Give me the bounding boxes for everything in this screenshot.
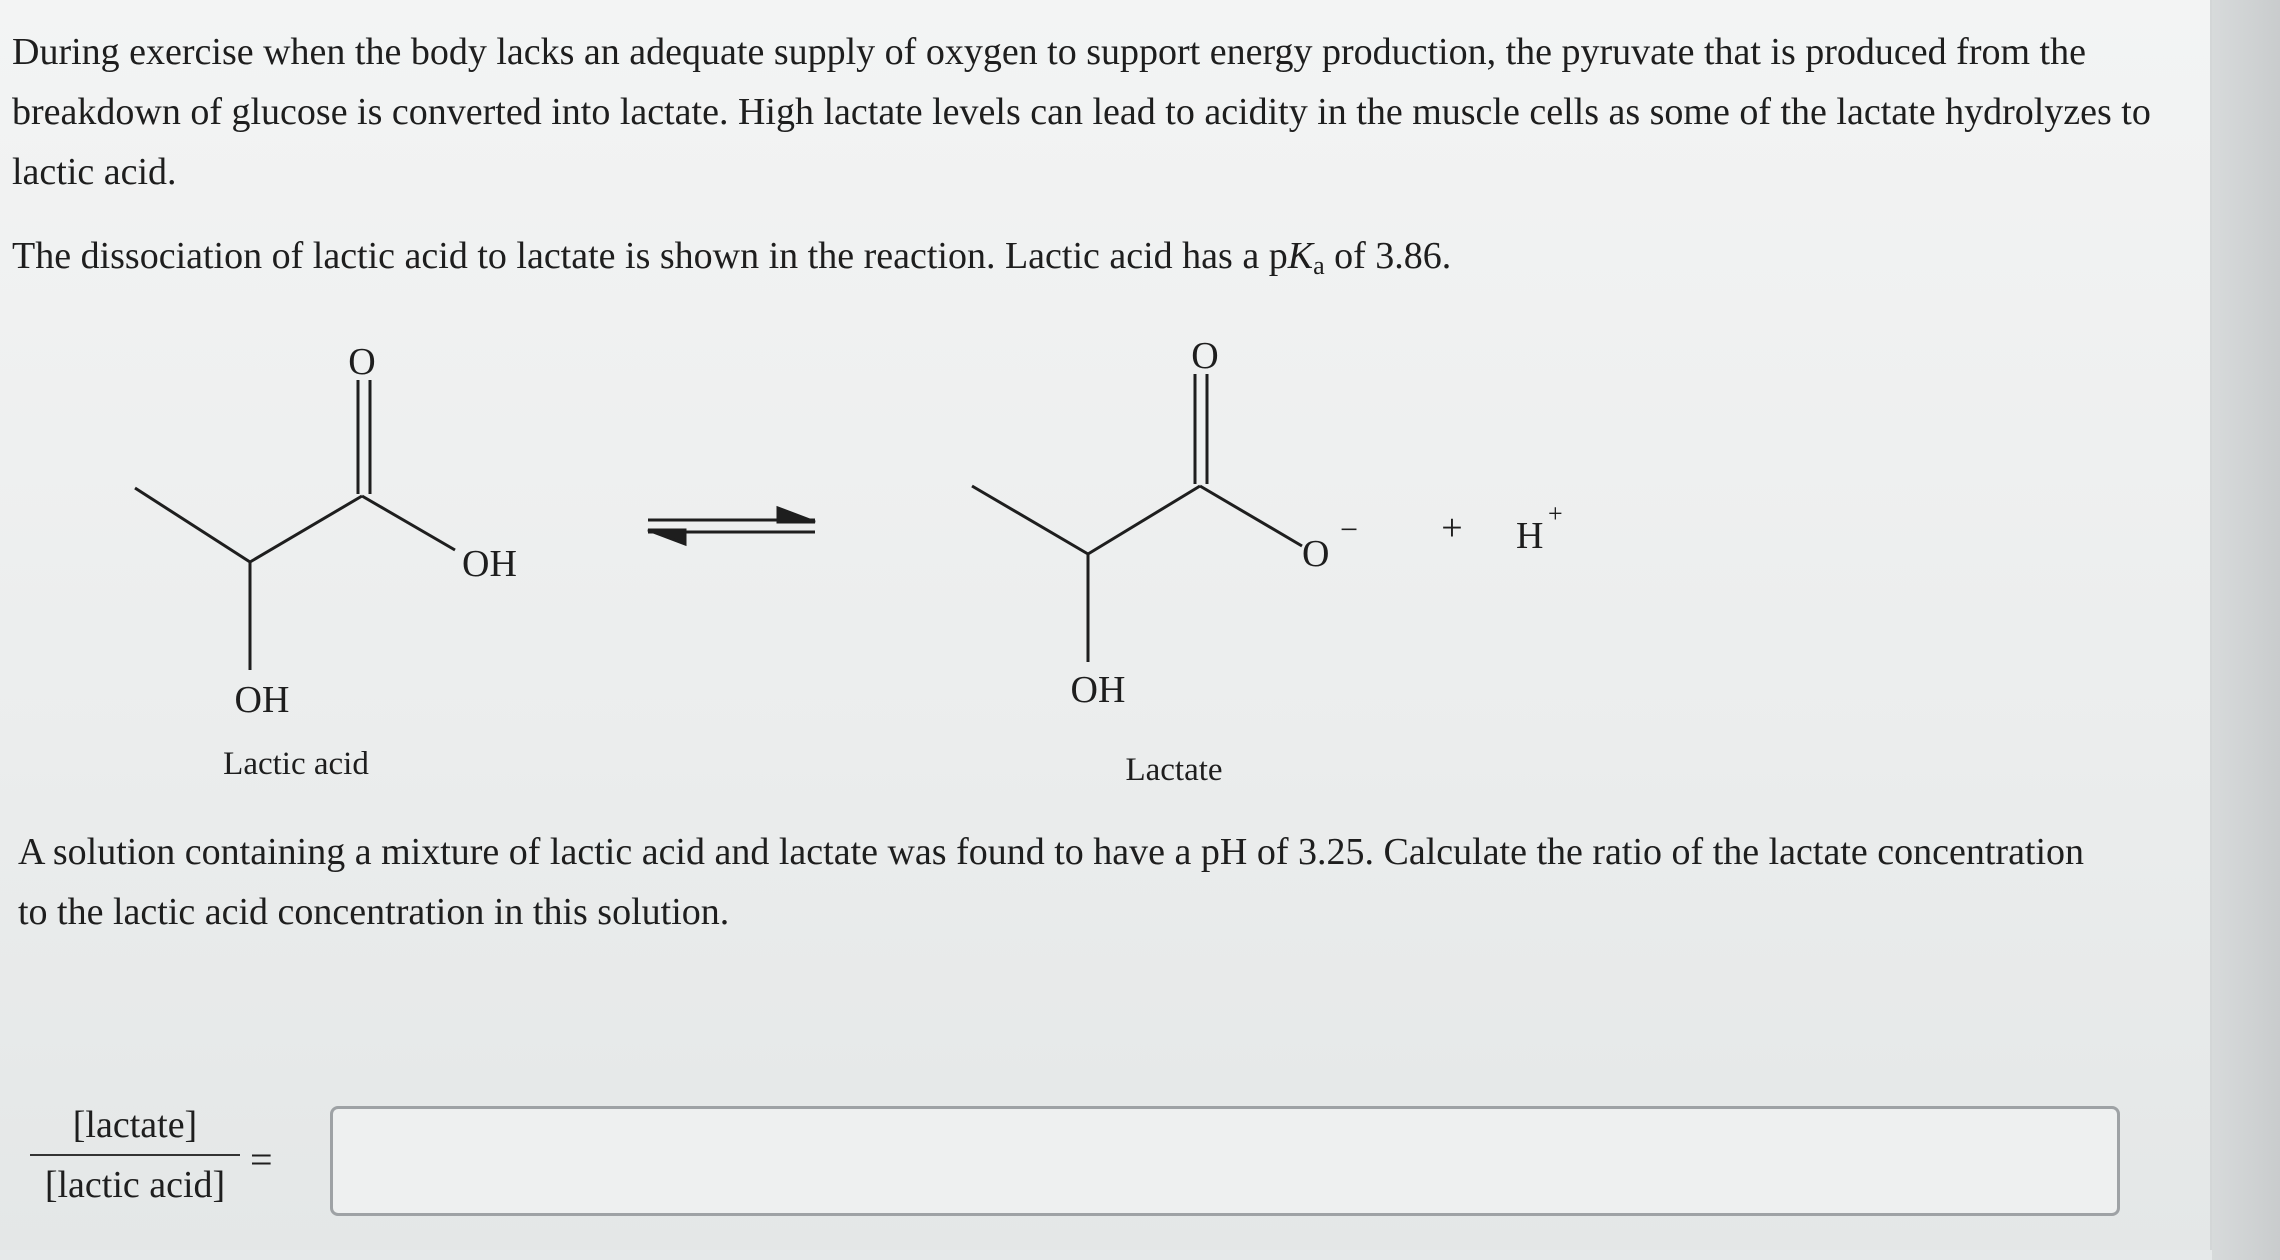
lactate-carbonyl-o: O bbox=[1191, 335, 1219, 377]
equilibrium-arrow-icon bbox=[648, 508, 815, 544]
answer-input[interactable] bbox=[330, 1106, 2120, 1216]
lactate-alpha-oh: OH bbox=[1070, 669, 1126, 711]
fraction-denominator: [lactic acid] bbox=[44, 1164, 226, 1206]
lactic-acid-label: Lactic acid bbox=[223, 746, 369, 782]
fraction-bar bbox=[30, 1154, 240, 1156]
fraction-numerator: [lactate] bbox=[72, 1104, 198, 1146]
reaction-intro-paragraph bbox=[12, 226, 2192, 296]
intro-paragraph: During exercise when the body lacks an adequate supply of oxygen to support energy production, the pyruvate that is produced from the breakdown of glucose is converted into lactate. High lactate levels can lead to acidity in the muscle cells as some of the lactate hydrolyzes to lactic acid. bbox=[12, 31, 2151, 193]
proton-charge: + bbox=[1548, 499, 1563, 528]
lactic-acid-acid-oh: OH bbox=[462, 543, 517, 585]
right-edge-panel bbox=[2212, 0, 2280, 1260]
lactate-anion-o: O bbox=[1302, 533, 1330, 575]
answer-area bbox=[30, 1100, 2150, 1230]
lactic-acid-structure bbox=[135, 380, 455, 670]
equals-sign: = bbox=[250, 1137, 273, 1182]
lactic-acid-carbonyl-o: O bbox=[348, 341, 376, 383]
pka-value-text: of 3.86. bbox=[1324, 235, 1452, 277]
ratio-fraction bbox=[30, 1100, 240, 1210]
reaction-intro-text: The dissociation of lactic acid to lactate is shown in the reaction. Lactic acid has a p bbox=[12, 235, 1288, 277]
proton-h: H bbox=[1516, 515, 1544, 557]
pka-k: K bbox=[1287, 235, 1314, 277]
lactate-label: Lactate bbox=[1125, 752, 1223, 788]
lactate-structure bbox=[972, 374, 1302, 662]
reaction-diagram bbox=[0, 300, 1800, 820]
question-paragraph: A solution containing a mixture of lactic acid and lactate was found to have a pH of 3.25. Calculate the ratio of the lactate concentration to the lactic acid concentration in this solution. bbox=[18, 831, 2085, 933]
lactate-negative-charge: − bbox=[1340, 511, 1359, 547]
plus-sign: + bbox=[1441, 507, 1463, 549]
pka-subscript: a bbox=[1313, 251, 1325, 280]
lactic-acid-alpha-oh: OH bbox=[234, 679, 290, 721]
